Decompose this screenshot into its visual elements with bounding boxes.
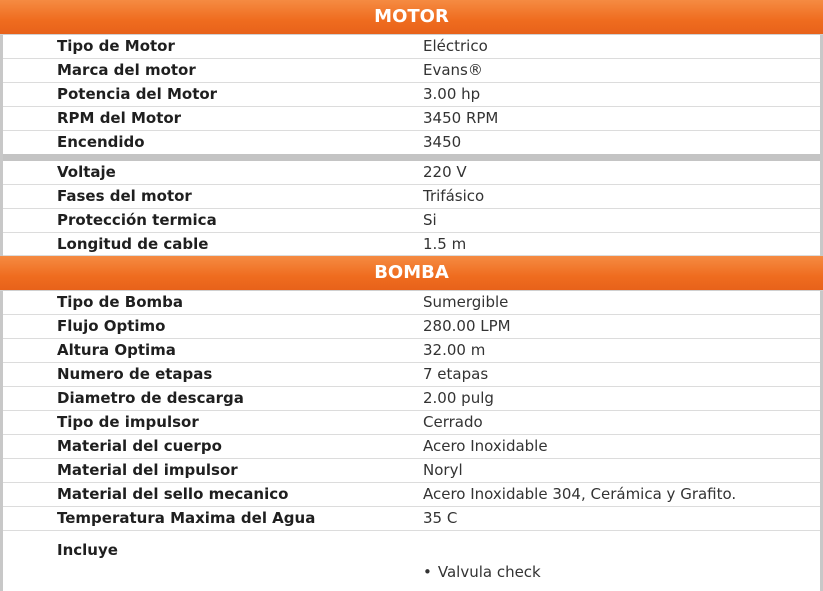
includes-item	[423, 563, 541, 581]
spec-value: 220 V	[423, 163, 467, 181]
spec-label: Numero de etapas	[57, 365, 213, 383]
spec-value: Acero Inoxidable 304, Cerámica y Grafito.	[423, 485, 737, 503]
spec-label: Marca del motor	[57, 61, 196, 79]
spec-label: Protección termica	[57, 211, 217, 229]
spec-row	[3, 131, 820, 161]
bomba-section-title: BOMBA	[374, 262, 449, 283]
bomba-section-header	[0, 256, 823, 291]
spec-row	[3, 363, 820, 387]
spec-row	[3, 339, 820, 363]
spec-row	[3, 185, 820, 209]
spec-label: Flujo Optimo	[57, 317, 166, 335]
spec-value: Trifásico	[423, 187, 485, 205]
spec-label: Diametro de descarga	[57, 389, 244, 407]
spec-row	[3, 107, 820, 131]
spec-row	[3, 507, 820, 531]
spec-label: Fases del motor	[57, 187, 192, 205]
spec-value: Evans®	[423, 61, 483, 79]
spec-value: 3450 RPM	[423, 109, 499, 127]
spec-value: 2.00 pulg	[423, 389, 494, 407]
spec-row	[3, 83, 820, 107]
spec-value: 35 C	[423, 509, 458, 527]
motor-section-title: MOTOR	[374, 6, 449, 27]
spec-label: RPM del Motor	[57, 109, 182, 127]
spec-label: Material del cuerpo	[57, 437, 222, 455]
bomba-spec-table	[0, 291, 823, 591]
spec-row	[3, 291, 820, 315]
spec-value: 3.00 hp	[423, 85, 481, 103]
spec-value: 7 etapas	[423, 365, 489, 383]
spec-label: Altura Optima	[57, 341, 176, 359]
spec-row	[3, 411, 820, 435]
spec-row	[3, 459, 820, 483]
spec-value: Noryl	[423, 461, 463, 479]
spec-label: Material del impulsor	[57, 461, 238, 479]
spec-row	[3, 483, 820, 507]
spec-value: 32.00 m	[423, 341, 486, 359]
spec-label: Voltaje	[57, 163, 116, 181]
includes-item-text: Valvula check	[437, 563, 541, 581]
spec-label: Potencia del Motor	[57, 85, 218, 103]
spec-row	[3, 435, 820, 459]
motor-spec-table	[0, 35, 823, 256]
spec-label: Encendido	[57, 133, 145, 151]
spec-value: Sumergible	[423, 293, 509, 311]
includes-label: Incluye	[57, 541, 118, 559]
spec-row	[3, 315, 820, 339]
spec-row	[3, 161, 820, 185]
spec-label: Longitud de cable	[57, 235, 209, 253]
spec-row	[3, 233, 820, 256]
spec-label: Tipo de impulsor	[57, 413, 199, 431]
spec-label: Temperatura Maxima del Agua	[57, 509, 316, 527]
spec-row	[3, 59, 820, 83]
bullet-icon: •	[423, 563, 432, 581]
spec-value: Eléctrico	[423, 37, 488, 55]
spec-value: Cerrado	[423, 413, 483, 431]
spec-value: Acero Inoxidable	[423, 437, 548, 455]
spec-row	[3, 209, 820, 233]
spec-value: 1.5 m	[423, 235, 467, 253]
spec-label: Tipo de Motor	[57, 37, 175, 55]
spec-row	[3, 387, 820, 411]
spec-value: Si	[423, 211, 437, 229]
motor-section-header	[0, 0, 823, 35]
spec-row	[3, 35, 820, 59]
includes-row	[3, 531, 820, 591]
spec-value: 3450	[423, 133, 462, 151]
spec-value: 280.00 LPM	[423, 317, 511, 335]
spec-label: Tipo de Bomba	[57, 293, 183, 311]
spec-label: Material del sello mecanico	[57, 485, 289, 503]
